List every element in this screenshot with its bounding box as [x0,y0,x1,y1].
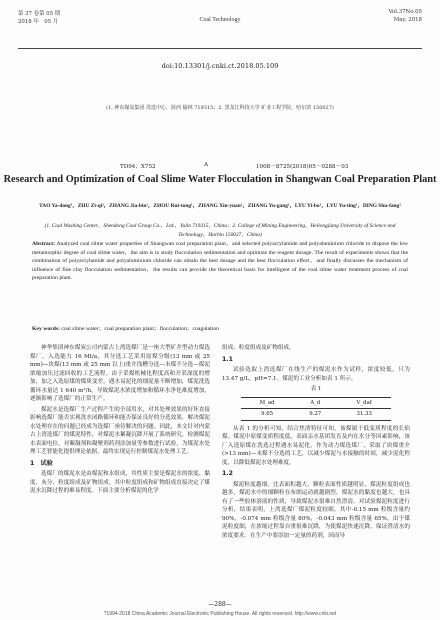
proximate-analysis-table [241,397,391,421]
body-paragraph: 组成、粒度组成及矿物组成。 [222,345,295,351]
header-rule [18,48,422,49]
body-paragraph: 神华集团神东煤炭公司内蒙古上湾选煤厂是一座大型矿井型动力煤选煤厂，入选能力 16 Mt/a，其分选工艺采用原煤分级(13 mm 或 25 mm)—块煤(13 mm 或 25 mm 以上)重介浅槽分选—末煤不分选—煤泥浓缩加压过滤回收的工艺流程。由于采煤机械化程度高和开采深度的增加，加之入选原煤的煤质变差，遇水易泥化的细泥量不断增加，煤泥洗选循环水量达 1 640 m³/h，导致煤泥水浓度增加和循环水净化难度增加，逐渐影响了选煤厂的正常生产。 [30,345,210,402]
date-en: May. 2018 [393,17,422,23]
table-cell: 9.27 [309,411,322,417]
table-cell: 9.65 [261,411,274,417]
article-number: 1008－8725(2018)05－0288－03 [256,164,349,170]
body-paragraph: 煤泥水是选煤厂生产过程产生的全部用水，对其处理效果的好坏直接影响选煤厂能否实现洗水闭路循环和能否保证良好的分选效果，解决煤泥水处理存在的问题已经成为选煤厂亟待解决的问题。因此，本文针对内蒙古上湾选煤厂的煤泥特性，对煤泥水絮凝沉降开展了系统研究，检测煤泥水表面电位，对絮凝剂和凝聚剂药剂添加量等参数进行试验，为煤泥水处理工艺智能化提供理论依据，最终实现运行控制煤泥水处理工艺。 [30,406,210,455]
affiliation-cn: (1. 神东煤炭集团 洗选中心，陕西 榆林 719315；2. 黑龙江科技大学 矿业工程学院，哈尔滨 150027) [106,105,334,111]
keywords-text: coal slime water；coal preparation plant；flocculation；coagulation [59,326,220,332]
authors: TAO Ya-dong¹，ZHU Zi-qi²，ZHANG Jia-bin¹，ZHOU Rui-tong¹，ZHANG Xin-yuan²，ZHANG Yu-gang¹，LYU Yi-bo¹，LYU Yu-ting¹，DING Shu-fang² [39,203,401,209]
copyright-footer: ?1994-2018 China Academic Journal Electronic Publishing House. All rights reserved. http://www.cnki.net [103,611,337,617]
section-heading: 1 试验 [30,459,53,467]
table-row [241,409,391,421]
paper-title: Research and Optimization of Coal Slime Water Flocculation in Shangwan Coal Preparation Plant [3,174,437,185]
running-header [14,6,426,50]
affiliation-en: (1. Coal Washing Center，Shendong Coal Group Co.，Ltd.，Yulin 719315，China；2. College of Mining Engineering，Heilongjiang University of Science and Technology，Harbin 150027，China) [44,223,396,238]
page-number: —288— [208,601,232,608]
body-paragraph: 选煤厂的煤泥水是由煤泥和水组成，其性质主要是煤泥水的浓度、黏度、灰分、粒度组成及矿物组成。其中粒度组成和矿物组成直接决定了煤泥水沉降过程的难易程度。下面主要分析煤泥的化学 [30,471,210,494]
section-heading: 1.2 [222,470,233,477]
volume-cn: 第 37 卷第 05 期 [18,11,61,17]
journal-name: Coal Technology [199,17,241,23]
document-code: A [204,162,209,168]
abstract-label: Abstract: [32,241,56,247]
left-column [30,344,210,498]
abstract-text: Analyzed coal slime water properties of Shangwan coal preparation plant，and selected polyacrylamide and polyaluminium chloride to dispose the low metamorphic degree of coal slime water，the aim is to study flocculation sedimentation and optimize the reagent dosage. The result of experiments shows that the combination of polyacrylamide and polyaluminium chloride can obtain the best dosage and the best flocculation effect，and finally discusses the mechanism of influence of fine clay flocculation sedimentation，the results can provide the theoretical basis for intelligent of the coal slime water treatment process of coal preparation plant. [32,241,408,282]
body-paragraph: 煤泥粒度越细，比表面积越大，颗粒表面性质越明显，煤泥粒度组成也越多，煤泥水中的细颗粒在布朗运动就越剧烈，煤泥水的黏度也越大，也具有了一些胶体溶液的性质，导致煤泥水很难自然澄清。对试验煤泥粒度进行分析，结果表明，上湾选煤厂煤泥粒度较细，其中-0.15 mm 粒级含量约 90%，-0.074 mm 粒级含量 80%，-0.043 mm 粒级含量 65%。由于煤泥粒度细，在浓缩过程靠自重很难沉降，为使煤泥快速沉降，保证澄清水的浓度要求。在生产中要添加一定量的药剂，因而导 [222,481,410,539]
volume-en: Vol.37No.05 [388,9,422,15]
keywords-label: Key words: [32,326,60,332]
right-column [222,344,410,542]
table-caption: 表 1 [310,386,322,392]
body-paragraph: 从表 1 的分析可知，结合焦渣特征可知，该煤属于低变质程度的长焰煤。煤泥中原煤变质程度低，表面亲水基团发育及内在水分等因素影响，该厂入选原煤在洗选过程遇水易泥化，作为动力煤选煤厂，采取了块煤重介(>13 mm)—末煤不分选的工艺，以减少煤泥与水接触的时间，减少泥化程度，以降低煤泥水处理难度。 [222,425,410,466]
table-header: V_daf [356,399,372,406]
keywords [32,325,408,333]
abstract [32,240,408,283]
doi: doi:10.13301/j.cnki.ct.2018.05.109 [161,62,279,70]
table-header: M_ad [259,399,275,406]
body-paragraph: 试验选取上湾选煤厂在线生产的煤泥水作为试样，浓度较低，只为 13.47 g/L，pH=7.1。煤泥的工业分析如表 1 所示。 [222,367,410,382]
date-cn: 2018 年 05 月 [18,19,59,25]
section-heading: 1.1 [222,355,233,363]
clc-number: TD94；X752 [120,164,156,170]
table-cell: 31.33 [356,411,372,417]
table-header: A_d [310,399,321,406]
